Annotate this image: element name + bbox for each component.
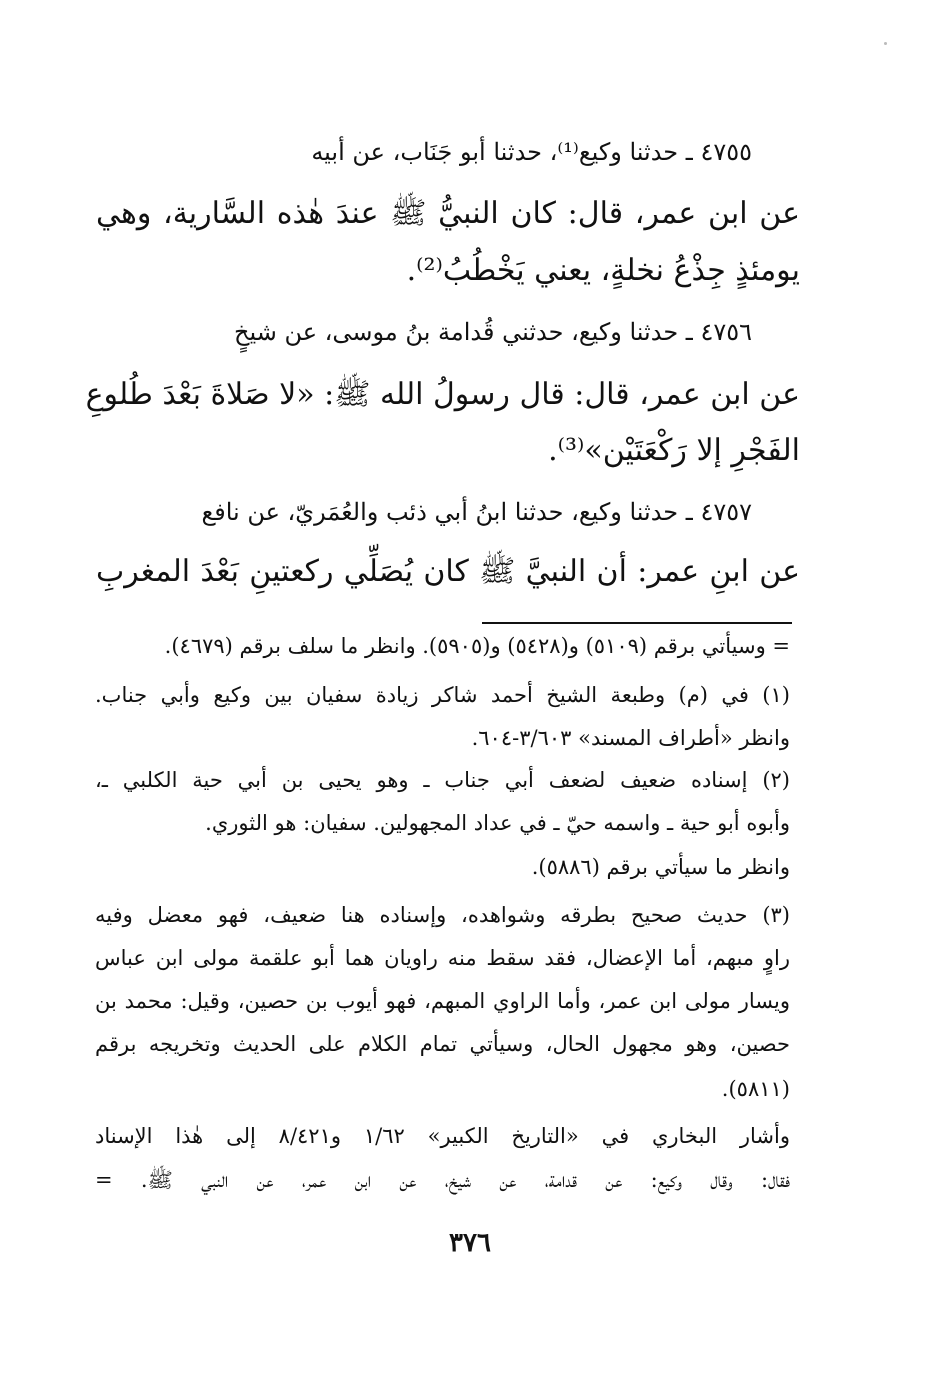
footnote-separator (482, 622, 792, 624)
footnote-3-line-3: ويسار مولى ابن عمر، وأما الراوي المبهم، فهو أيوب بن حصين، وقيل: محمد بن (95, 989, 790, 1013)
hadith-4756-line-1: عن ابن عمر، قال: قال رسولُ الله ﷺ: «لا صَلاةَ بَعْدَ طُلوعِ (85, 377, 800, 412)
footnote-1-line-2: وانظر «أطراف المسند» ٣/٦٠٣-٦٠٤. (471, 726, 790, 750)
footnote-3-line-5: (٥٨١١). (721, 1077, 790, 1101)
footnote-2-line-1: (٢) إسناده ضعيف لضعف أبي جناب ـ وهو يحيى بن أبي حية الكلبي ـ، (95, 768, 790, 792)
footnote-carry-over: = وسيأتي برقم (٥١٠٩) و(٥٤٢٨) و(٥٩٠٥). وانظر ما سلف برقم (٤٦٧٩). (164, 634, 790, 658)
scan-speck (884, 42, 887, 45)
footnote-2-line-3: وانظر ما سيأتي برقم (٥٨٨٦). (531, 855, 790, 879)
footnote-3-line-4: حصين، وهو مجهول الحال، وسيأتي تمام الكلام على الحديث وتخريجه برقم (95, 1032, 790, 1056)
hadith-4756-header: ٤٧٥٦ ـ حدثنا وكيع، حدثني قُدامة بنُ موسى، عن شيخٍ (233, 318, 752, 346)
footnote-1-line-1: (١) في (م) وطبعة الشيخ أحمد شاكر زيادة سفيان بين وكيع وأبي جناب. (95, 683, 790, 707)
hadith-4757-line-1: عن ابنِ عمر: أن النبيَّ ﷺ كان يُصَلِّي ركعتينِ بَعْدَ المغربِ (96, 554, 800, 589)
footnote-3-line-1: (٣) حديث صحيح بطرقه وشواهده، وإسناده هنا ضعيف، فهو معضل وفيه (95, 903, 790, 927)
hadith-4755-header: ٤٧٥٥ ـ حدثنا وكيع⁽¹⁾، حدثنا أبو جَنَاب، عن أبيه (311, 138, 752, 166)
page-number: ٣٧٦ (449, 1228, 491, 1258)
footnote-3-line-2: راوٍ مبهم، أما الإعضال، فقد سقط منه راويان هما أبو علقمة مولى ابن عباس (95, 946, 790, 970)
hadith-4755-line-1: عن ابن عمر، قال: كان النبيُّ ﷺ عندَ هٰذه السَّارية، وهي (96, 196, 800, 231)
footnote-3-line-6: وأشار البخاري في «التاريخ الكبير» ١/٦٢ و٨/٤٢١ إلى هٰذا الإسناد (95, 1124, 790, 1148)
hadith-4757-header: ٤٧٥٧ ـ حدثنا وكيع، حدثنا ابنُ أبي ذئب والعُمَريّ، عن نافع (201, 498, 752, 526)
hadith-4755-line-2: يومئذٍ جِذْعُ نخلةٍ، يعني يَخْطُبُ⁽²⁾. (406, 253, 800, 288)
footnote-3-line-7: فقال: وقال وكيع: عن قدامة، عن شيخ، عن ابن عمر، عن النبي ﷺ. = (95, 1168, 790, 1192)
hadith-4756-line-2: الفَجْرِ إلا رَكْعَتَيْن»⁽³⁾. (548, 433, 800, 468)
footnote-2-line-2: وأبوه أبو حية ـ واسمه حيّ ـ في عداد المجهولين. سفيان: هو الثوري. (205, 811, 790, 835)
